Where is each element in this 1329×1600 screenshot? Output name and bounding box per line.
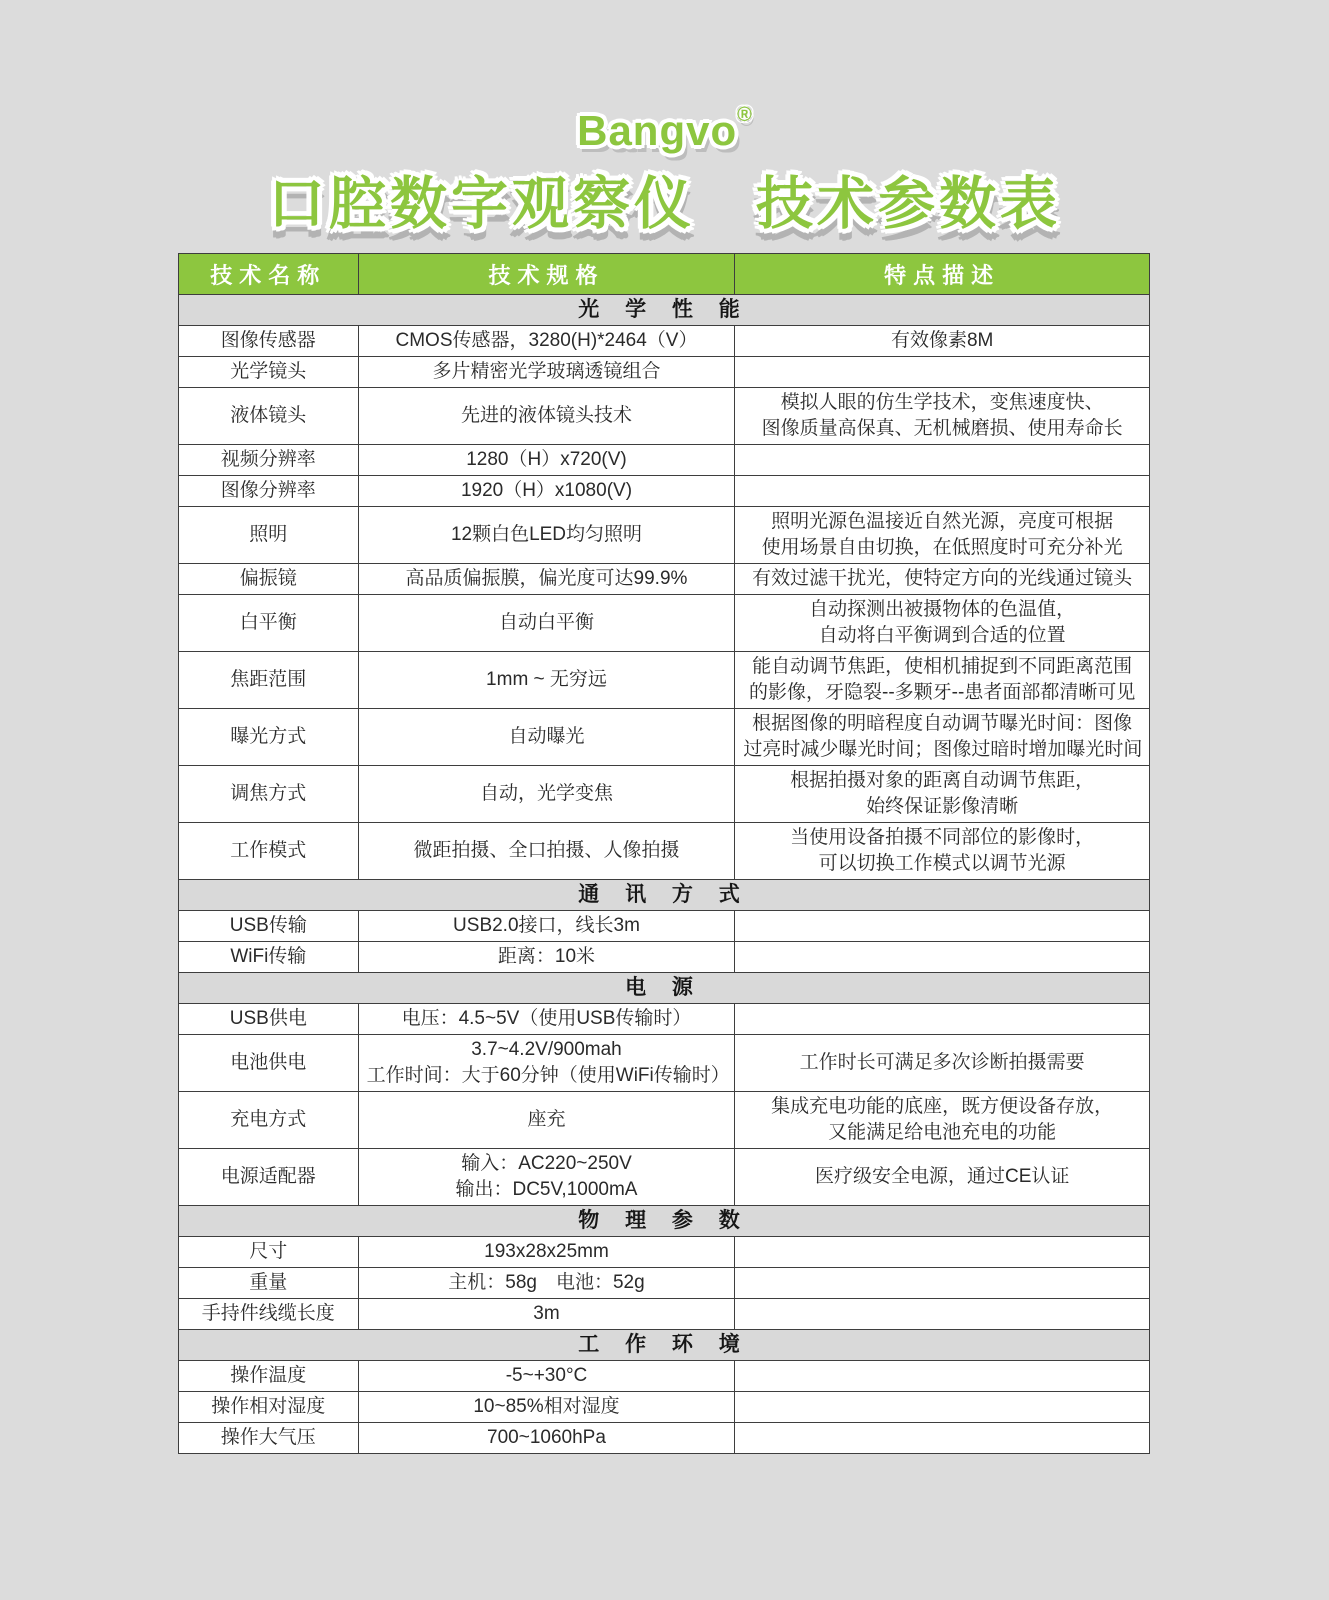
cell-name [179, 1361, 359, 1392]
cell-feature [735, 942, 1150, 973]
cell-spec [358, 388, 735, 445]
table-row [179, 652, 1150, 709]
cell-line: 照明 [249, 524, 288, 545]
cell-line: 3.7~4.2V/900mah [471, 1039, 622, 1060]
cell-name [179, 357, 359, 388]
cell-line: 液体镜头 [230, 405, 307, 426]
cell-line: 始终保证影像清晰 [866, 796, 1019, 817]
cell-line: 根据图像的明暗程度自动调节曝光时间：图像 [752, 713, 1133, 734]
registered-trademark-icon: ® [737, 104, 752, 126]
cell-name [179, 1392, 359, 1423]
table-row [179, 709, 1150, 766]
cell-line: 过亮时减少曝光时间；图像过暗时增加曝光时间 [743, 739, 1143, 760]
spec-table [178, 253, 1150, 1454]
cell-spec [358, 1299, 735, 1330]
section-row [179, 880, 1150, 911]
table-row [179, 823, 1150, 880]
section-row [179, 1330, 1150, 1361]
cell-line: 偏振镜 [239, 568, 297, 589]
cell-line: 工作时间：大于60分钟（使用WiFi传输时） [366, 1065, 730, 1086]
cell-spec [358, 709, 735, 766]
cell-line: 自动探测出被摄物体的色温值， [809, 599, 1076, 620]
table-row [179, 1299, 1150, 1330]
page-title: 口腔数字观察仪 技术参数表 [268, 172, 1061, 236]
cell-line: 操作温度 [230, 1365, 307, 1386]
cell-feature [735, 823, 1150, 880]
brand-logo [0, 104, 1329, 155]
section-row [179, 295, 1150, 326]
cell-feature [735, 564, 1150, 595]
cell-line: 10~85%相对湿度 [473, 1396, 620, 1417]
table-row [179, 326, 1150, 357]
cell-line: 工作时长可满足多次诊断拍摄需要 [799, 1052, 1085, 1073]
cell-line: WiFi传输 [230, 946, 307, 967]
cell-line: 医疗级安全电源，通过CE认证 [814, 1166, 1070, 1187]
cell-feature [735, 1392, 1150, 1423]
table-row [179, 1035, 1150, 1092]
section-title: 通 讯 方 式 [179, 880, 1150, 911]
cell-line: 微距拍摄、全口拍摄、人像拍摄 [413, 840, 680, 861]
table-row [179, 1268, 1150, 1299]
cell-line: 曝光方式 [230, 726, 307, 747]
table-row [179, 766, 1150, 823]
section-row [179, 973, 1150, 1004]
cell-name [179, 388, 359, 445]
cell-spec [358, 476, 735, 507]
table-row [179, 445, 1150, 476]
cell-line: 图像分辨率 [220, 480, 316, 501]
table-row [179, 1149, 1150, 1206]
cell-name [179, 1035, 359, 1092]
cell-spec [358, 1035, 735, 1092]
cell-spec [358, 1149, 735, 1206]
cell-spec [358, 1237, 735, 1268]
cell-feature [735, 445, 1150, 476]
section-title: 物 理 参 数 [179, 1206, 1150, 1237]
table-row [179, 476, 1150, 507]
cell-line: 3m [533, 1303, 560, 1324]
cell-line: 充电方式 [230, 1109, 307, 1130]
cell-line: 照明光源色温接近自然光源，亮度可根据 [771, 511, 1114, 532]
cell-line: 视频分辨率 [220, 449, 316, 470]
cell-name [179, 942, 359, 973]
cell-line: 自动曝光 [508, 726, 585, 747]
cell-line: 1920（H）x1080(V) [460, 480, 633, 501]
cell-line: 多片精密光学玻璃透镜组合 [432, 361, 661, 382]
spec-table-body [179, 295, 1150, 1454]
cell-line: 1280（H）x720(V) [466, 449, 627, 470]
cell-feature [735, 357, 1150, 388]
cell-line: 光学镜头 [230, 361, 307, 382]
cell-line: 电池供电 [230, 1052, 307, 1073]
cell-name [179, 823, 359, 880]
cell-line: 集成充电功能的底座，既方便设备存放， [771, 1096, 1114, 1117]
header-tech-spec: 技术规格 [358, 254, 735, 295]
cell-line: 当使用设备拍摄不同部位的影像时， [790, 827, 1095, 848]
cell-name [179, 1237, 359, 1268]
cell-line: 自动将白平衡调到合适的位置 [818, 625, 1066, 646]
cell-spec [358, 595, 735, 652]
cell-spec [358, 823, 735, 880]
cell-line: 自动白平衡 [498, 612, 594, 633]
cell-feature [735, 476, 1150, 507]
cell-name [179, 564, 359, 595]
cell-line: 高品质偏振膜，偏光度可达99.9% [405, 568, 688, 589]
brand-name: Bangvo [577, 107, 738, 154]
cell-line: 自动，光学变焦 [479, 783, 613, 804]
table-row [179, 507, 1150, 564]
cell-line: 尺寸 [249, 1241, 288, 1262]
table-header-row [179, 254, 1150, 295]
cell-line: 电压：4.5~5V（使用USB传输时） [401, 1008, 692, 1029]
cell-line: 操作大气压 [220, 1427, 316, 1448]
cell-name [179, 652, 359, 709]
cell-spec [358, 326, 735, 357]
section-title: 电 源 [179, 973, 1150, 1004]
cell-line: CMOS传感器，3280(H)*2464（V） [395, 330, 698, 351]
cell-feature [735, 1299, 1150, 1330]
cell-name [179, 445, 359, 476]
cell-feature [735, 595, 1150, 652]
section-title: 工 作 环 境 [179, 1330, 1150, 1361]
cell-spec [358, 564, 735, 595]
table-row [179, 1361, 1150, 1392]
cell-line: 有效像素8M [890, 330, 994, 351]
cell-feature [735, 1004, 1150, 1035]
cell-feature [735, 1092, 1150, 1149]
cell-spec [358, 1361, 735, 1392]
cell-line: 图像传感器 [220, 330, 316, 351]
cell-feature [735, 1268, 1150, 1299]
table-row [179, 1092, 1150, 1149]
cell-feature [735, 652, 1150, 709]
cell-line: 有效过滤干扰光，使特定方向的光线通过镜头 [752, 568, 1133, 589]
cell-line: 输入：AC220~250V [461, 1153, 632, 1174]
cell-line: 输出：DC5V,1000mA [455, 1179, 638, 1200]
cell-feature [735, 709, 1150, 766]
cell-spec [358, 1268, 735, 1299]
table-row [179, 357, 1150, 388]
cell-line: 700~1060hPa [487, 1427, 606, 1448]
cell-line: 调焦方式 [230, 783, 307, 804]
cell-name [179, 476, 359, 507]
cell-name [179, 1004, 359, 1035]
cell-feature [735, 1149, 1150, 1206]
table-row [179, 1237, 1150, 1268]
cell-line: 手持件线缆长度 [201, 1303, 335, 1324]
spec-table-container [178, 253, 1150, 1454]
cell-line: 使用场景自由切换，在低照度时可充分补光 [761, 537, 1123, 558]
cell-spec [358, 357, 735, 388]
table-row [179, 911, 1150, 942]
cell-line: 工作模式 [230, 840, 307, 861]
section-title: 光 学 性 能 [179, 295, 1150, 326]
cell-line: -5~+30°C [505, 1365, 588, 1386]
cell-line: 先进的液体镜头技术 [460, 405, 632, 426]
cell-line: 能自动调节焦距，使相机捕捉到不同距离范围 [752, 656, 1133, 677]
cell-line: 又能满足给电池充电的功能 [828, 1122, 1057, 1143]
table-row [179, 595, 1150, 652]
header-feature-desc: 特点描述 [735, 254, 1150, 295]
cell-feature [735, 388, 1150, 445]
cell-line: 焦距范围 [230, 669, 307, 690]
cell-line: 白平衡 [239, 612, 297, 633]
cell-name [179, 595, 359, 652]
cell-line: 193x28x25mm [484, 1241, 609, 1262]
cell-name [179, 1149, 359, 1206]
cell-line: 图像质量高保真、无机械磨损、使用寿命长 [761, 418, 1123, 439]
table-row [179, 942, 1150, 973]
cell-name [179, 1092, 359, 1149]
cell-line: 操作相对湿度 [211, 1396, 326, 1417]
cell-spec [358, 1392, 735, 1423]
cell-line: 距离：10米 [497, 946, 596, 967]
cell-line: 模拟人眼的仿生学技术，变焦速度快、 [780, 392, 1104, 413]
cell-line: USB传输 [229, 915, 307, 936]
cell-feature [735, 911, 1150, 942]
cell-name [179, 1268, 359, 1299]
cell-line: 电源适配器 [220, 1166, 316, 1187]
cell-spec [358, 766, 735, 823]
cell-feature [735, 507, 1150, 564]
table-row [179, 388, 1150, 445]
table-row [179, 1423, 1150, 1454]
cell-line: 1mm ~ 无穷远 [486, 669, 607, 690]
cell-spec [358, 942, 735, 973]
cell-feature [735, 1361, 1150, 1392]
cell-spec [358, 1092, 735, 1149]
table-row [179, 1004, 1150, 1035]
cell-line: 的影像，牙隐裂--多颗牙--患者面部都清晰可见 [749, 682, 1136, 703]
cell-spec [358, 507, 735, 564]
cell-name [179, 326, 359, 357]
cell-feature [735, 1035, 1150, 1092]
cell-line: USB2.0接口，线长3m [453, 915, 640, 936]
cell-spec [358, 445, 735, 476]
header-tech-name: 技术名称 [179, 254, 359, 295]
cell-name [179, 507, 359, 564]
cell-feature [735, 1237, 1150, 1268]
cell-spec [358, 1004, 735, 1035]
cell-spec [358, 652, 735, 709]
cell-line: USB供电 [229, 1008, 307, 1029]
table-row [179, 1392, 1150, 1423]
cell-feature [735, 326, 1150, 357]
cell-name [179, 1299, 359, 1330]
cell-name [179, 1423, 359, 1454]
cell-feature [735, 766, 1150, 823]
cell-line: 12颗白色LED均匀照明 [450, 524, 643, 545]
cell-line: 可以切换工作模式以调节光源 [818, 853, 1066, 874]
cell-spec [358, 1423, 735, 1454]
cell-feature [735, 1423, 1150, 1454]
cell-name [179, 709, 359, 766]
cell-line: 根据拍摄对象的距离自动调节焦距， [790, 770, 1095, 791]
cell-line: 主机：58g 电池：52g [448, 1272, 645, 1293]
cell-line: 座充 [527, 1109, 566, 1130]
cell-name [179, 911, 359, 942]
cell-spec [358, 911, 735, 942]
cell-line: 重量 [249, 1272, 288, 1293]
section-row [179, 1206, 1150, 1237]
cell-name [179, 766, 359, 823]
table-row [179, 564, 1150, 595]
